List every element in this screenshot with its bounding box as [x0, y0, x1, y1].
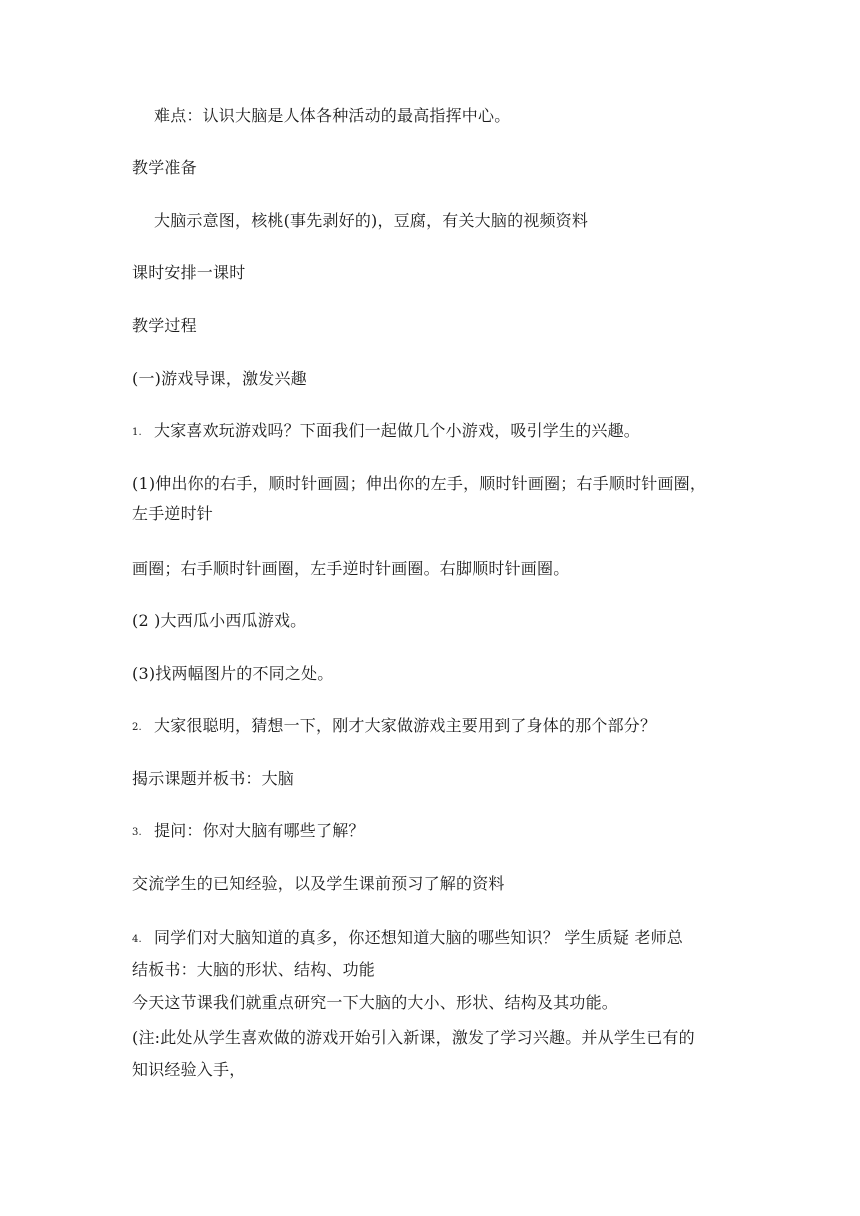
- prep-heading: 教学准备: [132, 158, 197, 177]
- prep-materials-line: 大脑示意图，核桃(事先剥好的)，豆腐，有关大脑的视频资料: [154, 211, 589, 230]
- game-1-line-3: 画圈；右手顺时针画圈，左手逆时针画圈。右脚顺时针画圈。: [132, 559, 570, 578]
- step-4-text: 同学们对大脑知道的真多，你还想知道大脑的哪些知识？ 学生质疑 老师总: [154, 928, 683, 947]
- section-1-heading: (一)游戏导课，激发兴趣: [132, 369, 307, 388]
- note-line-1: (注:此处从学生喜欢做的游戏开始引入新课，激发了学习兴趣。并从学生已有的: [132, 1028, 695, 1047]
- step-3-number: 3.: [132, 827, 142, 838]
- game-1-line-1: (1)伸出你的右手，顺时针画圆；伸出你的左手，顺时针画圈；右手顺时针画圈，: [132, 474, 707, 493]
- game-1-line-2: 左手逆时针: [132, 504, 214, 523]
- step-1-text: 大家喜欢玩游戏吗？下面我们一起做几个小游戏，吸引学生的兴趣。: [154, 421, 641, 440]
- step-2-text: 大家很聪明，猜想一下，刚才大家做游戏主要用到了身体的那个部分？: [154, 716, 657, 735]
- note-line-2: 知识经验入手，: [132, 1060, 246, 1079]
- step-1: [132, 421, 640, 443]
- step-4-continuation: 结板书：大脑的形状、结构、功能: [132, 960, 376, 979]
- game-2-line: (2 )大西瓜小西瓜游戏。: [132, 611, 307, 630]
- step-3: [132, 821, 365, 843]
- step-1-number: 1.: [132, 427, 142, 438]
- step-2: [132, 716, 656, 738]
- step-2-number: 2.: [132, 722, 142, 733]
- exchange-line: 交流学生的已知经验，以及学生课前预习了解的资料: [132, 874, 505, 893]
- today-line: 今天这节课我们就重点研究一下大脑的大小、形状、结构及其功能。: [132, 993, 619, 1012]
- schedule-line: 课时安排一课时: [132, 263, 246, 282]
- reveal-topic-line: 揭示课题并板书：大脑: [132, 769, 295, 788]
- difficulty-line: 难点：认识大脑是人体各种活动的最高指挥中心。: [154, 106, 511, 125]
- step-4-number: 4.: [132, 934, 142, 945]
- step-4: [132, 928, 683, 950]
- process-heading: 教学过程: [132, 316, 197, 335]
- game-3-line: (3)找两幅图片的不同之处。: [132, 664, 334, 683]
- step-3-text: 提问：你对大脑有哪些了解？: [154, 821, 365, 840]
